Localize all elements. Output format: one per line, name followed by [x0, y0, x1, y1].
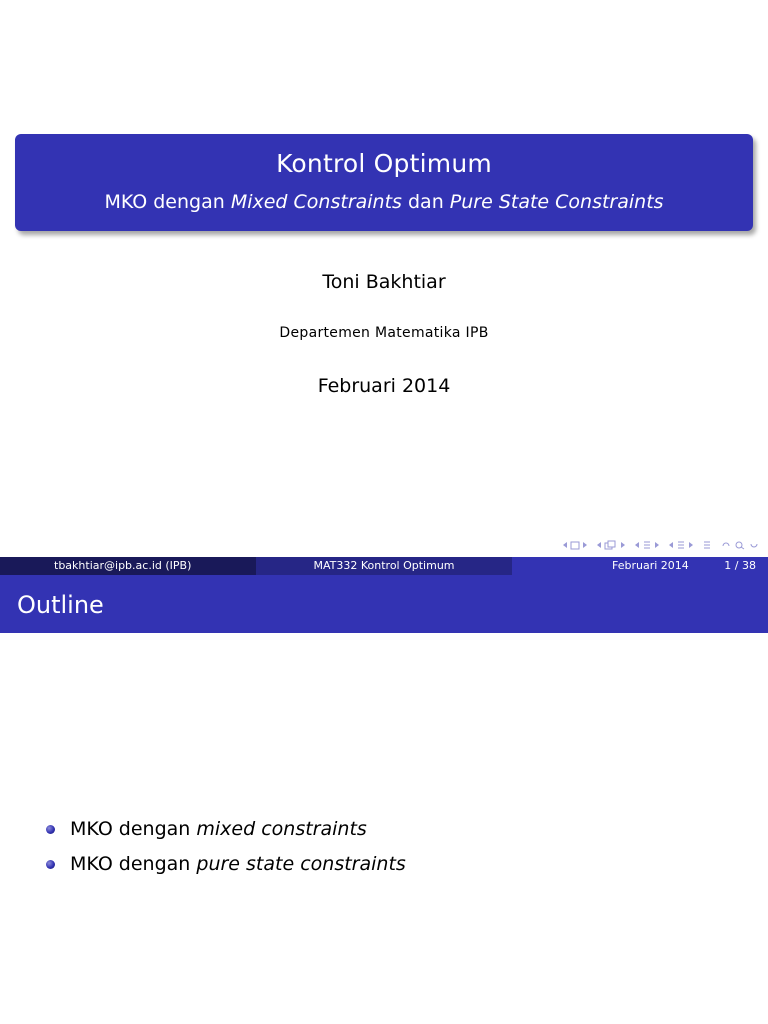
presentation-title: Kontrol Optimum	[276, 149, 492, 178]
nav-frame-group	[562, 541, 588, 550]
nav-next-frame-icon[interactable]	[582, 541, 588, 549]
nav-prev-frame-icon[interactable]	[562, 541, 568, 549]
subtitle-prefix: MKO dengan	[104, 191, 231, 213]
title-block	[15, 134, 753, 231]
subtitle-mid: dan	[401, 191, 450, 213]
footline-author	[0, 557, 256, 575]
nav-next-subsection-icon[interactable]	[620, 541, 626, 549]
institute-name: Departemen Matematika IPB	[279, 325, 489, 341]
nav-doc-icon[interactable]	[702, 540, 712, 550]
nav-section2-group	[668, 540, 694, 550]
beamer-nav-bar	[562, 537, 760, 553]
nav-forward-icon[interactable]	[748, 540, 760, 550]
nav-section-group	[634, 540, 660, 550]
frame-title: Outline	[17, 591, 104, 619]
nav-prev-section-icon[interactable]	[668, 541, 674, 549]
presentation-date: Februari 2014	[317, 375, 451, 397]
nav-next-section-icon[interactable]	[654, 541, 660, 549]
footline-date-page	[512, 557, 768, 575]
list-item	[46, 850, 406, 885]
list-item-italic: mixed constraints	[196, 818, 367, 840]
frame-title-bar	[0, 575, 768, 633]
nav-back-icon[interactable]	[720, 540, 732, 550]
footline	[0, 557, 768, 575]
subtitle-italic-1: Mixed Constraints	[230, 191, 402, 213]
nav-frame-icon[interactable]	[570, 541, 580, 550]
outline-list	[46, 815, 406, 885]
nav-search-group	[720, 540, 760, 550]
footline-author-text: tbakhtiar@ipb.ac.id (IPB)	[54, 559, 192, 572]
nav-subsection-icon[interactable]	[604, 540, 618, 550]
footline-page-number: 1 / 38	[724, 559, 756, 572]
list-item	[46, 815, 406, 850]
nav-next-section-icon[interactable]	[688, 541, 694, 549]
subtitle-italic-2: Pure State Constraints	[449, 191, 664, 213]
nav-search-icon[interactable]	[734, 540, 746, 550]
nav-section-icon[interactable]	[642, 540, 652, 550]
list-item-text: MKO dengan	[70, 818, 197, 840]
author-name: Toni Bakhtiar	[322, 271, 446, 293]
footline-course: MAT332 Kontrol Optimum	[256, 557, 512, 575]
footline-date: Februari 2014	[612, 559, 689, 572]
list-item-text: MKO dengan	[70, 853, 197, 875]
nav-subsection-group	[596, 540, 626, 550]
list-item-italic: pure state constraints	[196, 853, 406, 875]
nav-section-icon[interactable]	[676, 540, 686, 550]
bullet-icon	[46, 825, 55, 834]
presentation-subtitle	[15, 191, 753, 213]
bullet-icon	[46, 860, 55, 869]
nav-prev-section-icon[interactable]	[634, 541, 640, 549]
nav-prev-subsection-icon[interactable]	[596, 541, 602, 549]
